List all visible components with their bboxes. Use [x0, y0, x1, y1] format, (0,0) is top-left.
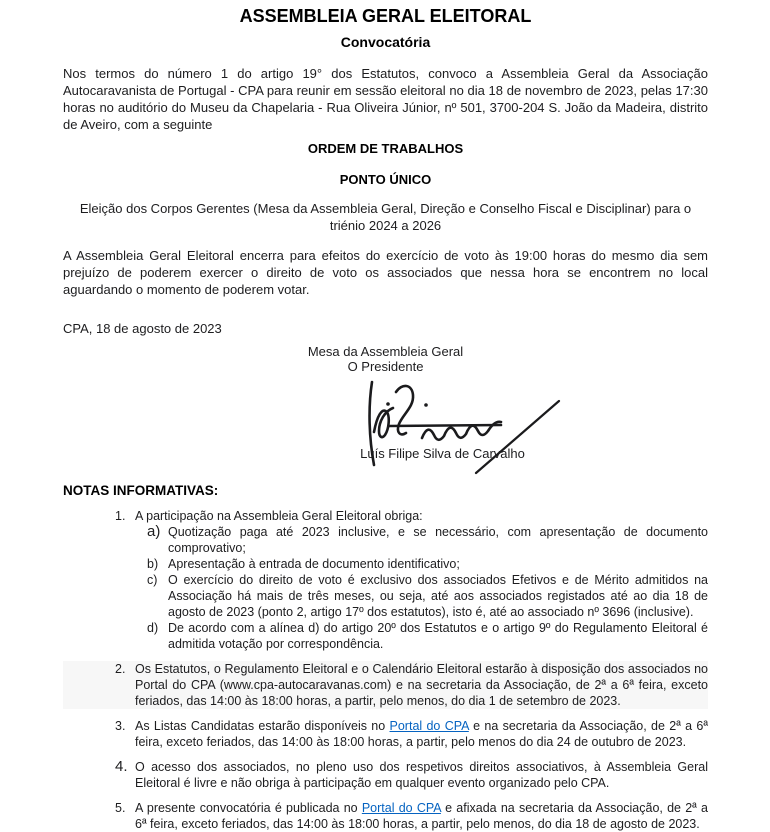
note-subitem-d — [135, 620, 708, 652]
subitem-letter: d) — [147, 621, 159, 635]
signature-org: Mesa da Assembleia Geral — [307, 344, 464, 359]
note-item-3 — [63, 718, 708, 750]
note-number: 4. — [115, 758, 128, 775]
note-subitem-b — [135, 556, 708, 572]
note-text: O acesso dos associados, no pleno uso dos respetivos direitos associativos, à Assembleia Geral Eleitoral é livre e não obriga à participação em qualquer evento organizado pelo CPA. — [135, 760, 708, 790]
date-line: CPA, 18 de agosto de 2023 — [63, 321, 222, 336]
page-title: ASSEMBLEIA GERAL ELEITORAL — [239, 6, 532, 26]
subitem-letter: a) — [147, 523, 161, 540]
note-item-1 — [63, 508, 708, 652]
note-item-2 — [63, 661, 708, 709]
subitem-text: Quotização paga até 2023 inclusive, e se necessário, com apresentação de documento comprovativo; — [168, 525, 708, 555]
order-of-works-heading: ORDEM DE TRABALHOS — [307, 141, 464, 156]
subitem-letter: b) — [147, 557, 159, 571]
intro-paragraph: Nos termos do número 1 do artigo 19° dos Estatutos, convoco a Assembleia Geral da Associação Autocaravanista de Portugal - CPA para reunir em sessão eleitoral no dia 18 de novembro de 2023, pelas 17:30 horas no auditório do Museu da Chapelaria - Rua Oliveira Júnior, nº 501, 3700-204 S. João da Madeira, distrito de Aveiro, com a seguinte — [63, 66, 708, 132]
note-item-4 — [63, 759, 708, 791]
subitem-letter: c) — [147, 573, 158, 587]
signature-name: Luís Filipe Silva de Carvalho — [360, 446, 525, 461]
subitem-text: De acordo com a alínea d) do artigo 20º dos Estatutos e o artigo 9º do Regulamento Eleitoral é admitida votação por correspondência. — [168, 621, 708, 651]
note-text: e afixada na secretaria da Associação, de 2ª a 6ª feira, exceto feriados, das 14:00 às 18:00 horas, a partir, pelo menos, do dia 18 de agosto de 2023. — [135, 801, 708, 831]
portal-do-cpa-link[interactable]: Portal do CPA — [361, 801, 441, 815]
note-subitem-a — [135, 524, 708, 556]
note-text: A presente convocatória é publicada no — [135, 801, 362, 815]
portal-do-cpa-link[interactable]: Portal do CPA — [389, 719, 469, 733]
closing-paragraph: A Assembleia Geral Eleitoral encerra para efeitos do exercício de voto às 19:00 horas do mesmo dia sem prejuízo de poderem exercer o direito de voto os associados que nessa hora se encontrem no local aguardando o momento de poderem votar. — [63, 248, 708, 297]
note-text: A participação na Assembleia Geral Eleitoral obriga: — [135, 509, 423, 523]
note-number: 2. — [115, 662, 126, 676]
note-text: As Listas Candidatas estarão disponíveis no — [135, 719, 390, 733]
note-number: 3. — [115, 719, 126, 733]
note-text: Os Estatutos, o Regulamento Eleitoral e o Calendário Eleitoral estarão à disposição dos associados no Portal do CPA (www.cpa-autocaravanas.com) e na secretaria da Associação, de 2ª a 6ª feira, exceto feriados, das 14:00 às 18:00 horas, a partir, pelo menos, do dia 1 de setembro de 2023. — [135, 662, 708, 708]
subitem-text: Apresentação à entrada de documento identificativo; — [168, 557, 460, 571]
note-number: 5. — [115, 801, 126, 815]
notes-heading: NOTAS INFORMATIVAS: — [63, 483, 219, 498]
single-point-text: Eleição dos Corpos Gerentes (Mesa da Assembleia Geral, Direção e Conselho Fiscal e Disciplinar) para o triénio 2024 a 2026 — [79, 201, 692, 233]
note-subitem-c — [135, 572, 708, 620]
signature-block — [63, 344, 708, 462]
single-point-heading: PONTO ÚNICO — [339, 172, 432, 187]
page-subtitle: Convocatória — [340, 34, 431, 50]
subitem-text: O exercício do direito de voto é exclusivo dos associados Efetivos e de Mérito admitidos na Associação há mais de três meses, ou seja, até aos associados registados até ao dia 18 de agosto de 2023 (ponto 2, artigo 17º dos estatutos), isto é, até ao associado nº 3696 (inclusive). — [168, 573, 708, 619]
signature-role: O Presidente — [347, 359, 424, 374]
note-number: 1. — [115, 509, 126, 523]
note-text: e na secretaria da Associação, de 2ª a 6ª feira, exceto feriados, das 14:00 às 18:00 horas, a partir, pelo menos do dia 24 de outubro de 2023. — [135, 719, 708, 749]
